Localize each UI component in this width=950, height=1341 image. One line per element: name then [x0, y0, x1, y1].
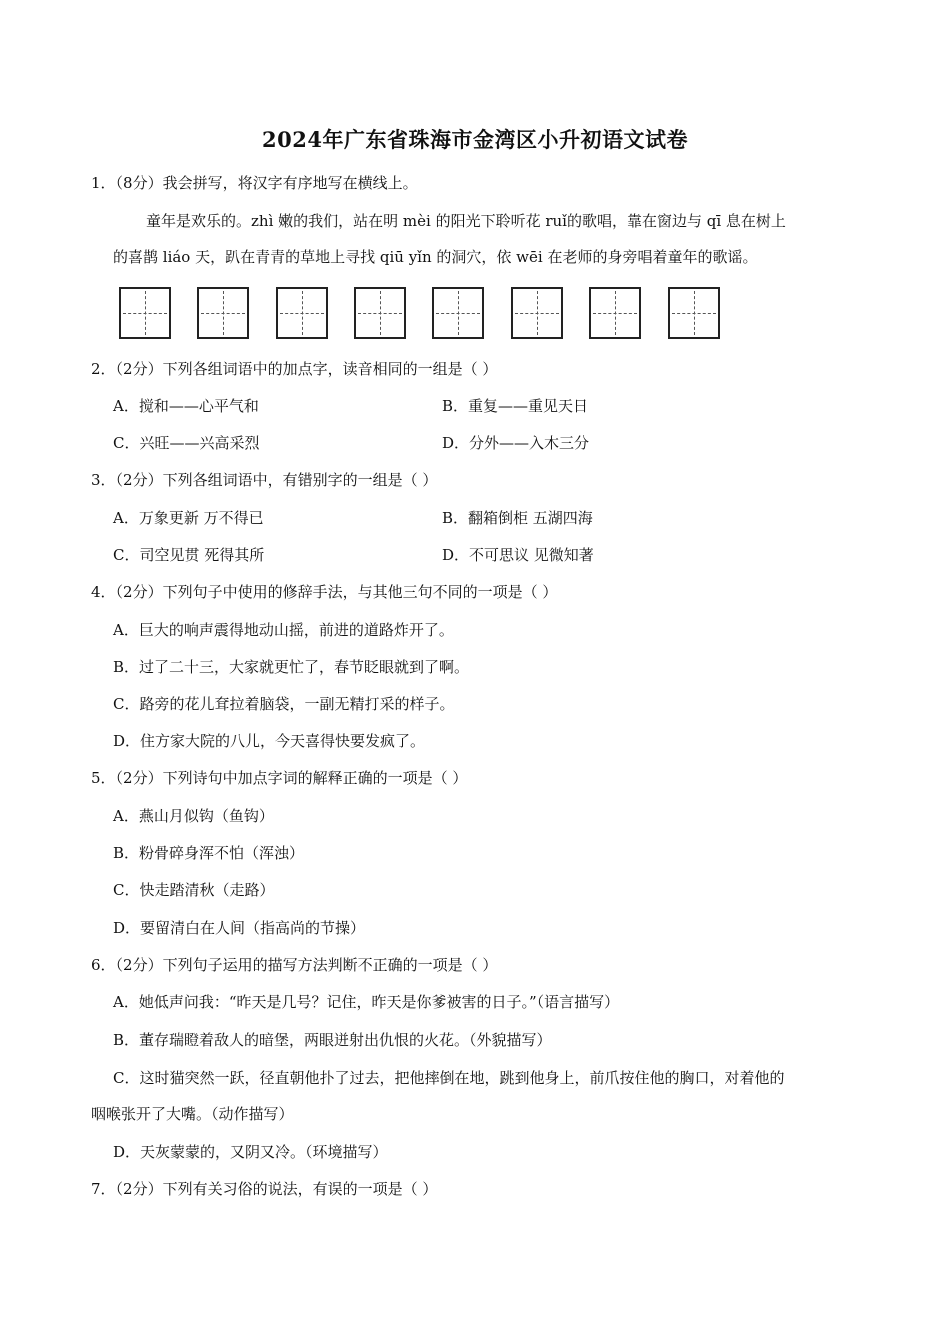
- q2-option-d[interactable]: D．分外——入木三分: [442, 434, 590, 452]
- q6-option-a[interactable]: A．她低声问我：“昨天是几号？记住，昨天是你爹被害的日子。”（语言描写）: [113, 993, 620, 1011]
- writing-box-8[interactable]: [668, 287, 720, 339]
- q4-option-d[interactable]: D．住方家大院的八儿，今天喜得快要发疯了。: [113, 732, 426, 750]
- q4-option-c[interactable]: C．路旁的花儿耷拉着脑袋，一副无精打采的样子。: [113, 695, 455, 713]
- q3-stem: 3．（2分）下列各组词语中，有错别字的一组是（ ）: [91, 471, 438, 489]
- q1-paragraph-line-1: 童年是欢乐的。zhì 嫩的我们，站在明 mèi 的阳光下聆听花 ruǐ的歌唱，靠在窗边与 qī 息在树上: [146, 212, 786, 230]
- q6-option-c-line-1[interactable]: C．这时猫突然一跃，径直朝他扑了过去，把他摔倒在地，跳到他身上，前爪按住他的胸口，对着他的: [113, 1069, 785, 1087]
- writing-box-3[interactable]: [276, 287, 328, 339]
- writing-box-4[interactable]: [354, 287, 406, 339]
- q6-option-c-line-2[interactable]: 咽喉张开了大嘴。（动作描写）: [91, 1105, 294, 1123]
- q3-option-c[interactable]: C．司空见贯 死得其所: [113, 546, 265, 564]
- q4-stem: 4．（2分）下列句子中使用的修辞手法，与其他三句不同的一项是（ ）: [91, 583, 558, 601]
- writing-box-5[interactable]: [432, 287, 484, 339]
- q7-stem: 7．（2分）下列有关习俗的说法，有误的一项是（ ）: [91, 1180, 438, 1198]
- q4-option-b[interactable]: B．过了二十三，大家就更忙了，春节眨眼就到了啊。: [113, 658, 470, 676]
- writing-box-6[interactable]: [511, 287, 563, 339]
- q2-option-b[interactable]: B．重复——重见天日: [442, 397, 589, 415]
- q3-option-b[interactable]: B．翻箱倒柜 五湖四海: [442, 509, 593, 527]
- q5-option-d[interactable]: D．要留清白在人间（指高尚的节操）: [113, 919, 366, 937]
- page-title: 2024年广东省珠海市金湾区小升初语文试卷: [262, 127, 688, 152]
- writing-box-7[interactable]: [589, 287, 641, 339]
- q1-writing-grid: [119, 287, 723, 341]
- q2-option-a[interactable]: A．搅和——心平气和: [113, 397, 259, 415]
- writing-box-1[interactable]: [119, 287, 171, 339]
- writing-box-2[interactable]: [197, 287, 249, 339]
- q2-option-c[interactable]: C．兴旺——兴高采烈: [113, 434, 260, 452]
- q6-option-b[interactable]: B．董存瑞瞪着敌人的暗堡，两眼迸射出仇恨的火花。（外貌描写）: [113, 1031, 552, 1049]
- q3-option-a[interactable]: A．万象更新 万不得已: [113, 509, 264, 527]
- q5-stem: 5．（2分）下列诗句中加点字词的解释正确的一项是（ ）: [91, 769, 468, 787]
- q4-option-a[interactable]: A．巨大的响声震得地动山摇，前进的道路炸开了。: [113, 621, 454, 639]
- q6-stem: 6．（2分）下列句子运用的描写方法判断不正确的一项是（ ）: [91, 956, 498, 974]
- q1-stem: 1．（8分）我会拼写，将汉字有序地写在横线上。: [91, 174, 418, 192]
- q5-option-a[interactable]: A．燕山月似钩（鱼钩）: [113, 807, 274, 825]
- q3-option-d[interactable]: D．不可思议 见微知著: [442, 546, 594, 564]
- q5-option-c[interactable]: C．快走踏清秋（走路）: [113, 881, 275, 899]
- q6-option-d[interactable]: D．天灰蒙蒙的，又阴又冷。（环境描写）: [113, 1143, 388, 1161]
- q2-stem: 2．（2分）下列各组词语中的加点字，读音相同的一组是（ ）: [91, 360, 498, 378]
- q5-option-b[interactable]: B．粉骨碎身浑不怕（浑浊）: [113, 844, 305, 862]
- q1-paragraph-line-2: 的喜鹊 liáo 天，趴在青青的草地上寻找 qiū yǐn 的洞穴，依 wēi 在老师的身旁唱着童年的歌谣。: [113, 248, 758, 266]
